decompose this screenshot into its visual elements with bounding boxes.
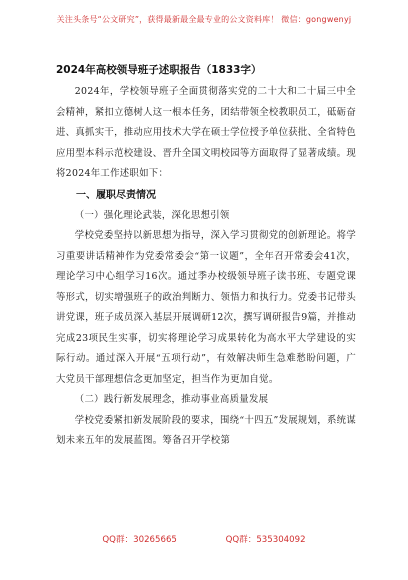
intro-paragraph: 2024年，学校领导班子全面贯彻落实党的二十大和二十届三中全会精神，紧扣立德树人这一根本任务，团结带领全校教职员工，砥砺奋进、真抓实干，推动应用技术大学在硕士学位授予单位获批、全省特色应用型本科示范校建设、晋升全国文明校园等方面取得了显著成绩。现将2024年工作述职如下： xyxy=(56,86,356,179)
header-banner: 关注头条号“公文研究”，获得最新最全最专业的公文资料库！ 微信：gongwenyj xyxy=(56,15,352,24)
subsection-heading-1: （一）强化理论武装，深化思想引领 xyxy=(74,209,230,221)
footer-qq-group-1: QQ群：30265665 xyxy=(102,535,177,545)
paragraph-2: 学校党委紧扣新发展阶段的要求，围绕“十四五”发展规划，系统谋划未来五年的发展蓝图。筹备召开学校第 xyxy=(56,414,356,446)
section-heading-1: 一、履职尽责情况 xyxy=(76,189,156,201)
footer-qq-group-2: QQ群：535304092 xyxy=(225,535,306,545)
paragraph-1: 学校党委坚持以新思想为指导，深入学习贯彻党的创新理论。将学习重要讲话精神作为党委常委会“第一议题”，全年召开常委会41次，理论学习中心组学习16次。通过季办校级领导班子读书班、专题党课等形式，切实增强班子的政治判断力、领悟力和执行力。党委书记带头讲党课，班子成员深入基层开展调研12次，撰写调研报告9篇，并推动完成23项民生实事，切实将理论学习成果转化为高水平大学建设的实际行动。通过深入开展“五项行动”，有效解决师生急难愁盼问题，广大党员干部理想信念更加坚定，担当作为更加自觉。 xyxy=(56,230,356,385)
document-title: 2024年高校领导班子述职报告（1833字） xyxy=(56,64,262,76)
subsection-heading-2: （二）践行新发展理念，推动事业高质量发展 xyxy=(74,394,269,405)
footer-contact xyxy=(0,533,408,545)
document-body xyxy=(56,62,356,452)
